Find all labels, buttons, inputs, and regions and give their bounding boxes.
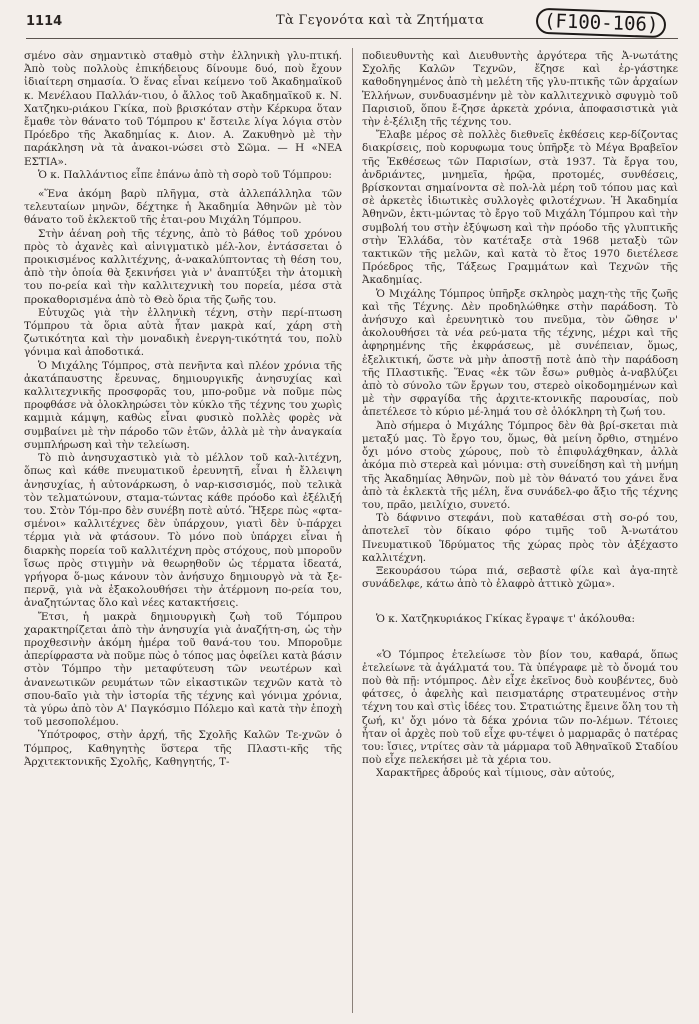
paragraph: Ὁ Μιχάλης Τόμπρος ὑπῆρξε σκληρὸς μαχη-τὴς τῆς ζωῆς καὶ τῆς Τέχνης. Δὲν προδηλώθηκε στὴν παράδοση. Τὸ ἀνήσυχο καὶ ἐρευνητικὸ του πνεῦμα, τὸν ὤθησε ν' ἀκολουθήσει τὰ νέα ρεύ-ματα τῆς τέχνης, μέχρι καὶ τῆς ἀφηρημένης τῆς ἐκφράσεως, μὲ συνέπειαν, ὅμως, ἐξελικτική, ὥστε νὰ μὴν ἀποστῇ ποτὲ ἀπὸ τὴν παράδοση τῆς Πλαστικῆς. Ἕνας «ἐκ τῶν ἔσω» ρυθμὸς ἀ-ναβλύζει ἀπὸ τὸ σύνολο τῶν ἔργων του, στερεὸ οἰκοδομημένων καὶ μὲ τὴν σφραγίδα τῆς ἀρχιτε-κτονικῆς παρουσίας, ποὺ ἀπετέλεσε τὸ κύριο μέ-λημά του σὲ ὁλόκληρη τὴ ζωή του.	[362, 287, 678, 419]
paragraph: Στὴν ἀέναη ροὴ τῆς τέχνης, ἀπὸ τὸ βάθος τοῦ χρόνου πρὸς τὸ ἀχανὲς καὶ αἰνιγματικὸ μέλ-λον, ἐντάσσεται ὁ προικισμένος καλλιτέχνης, ἀ-νακαλύπτοντας τὴ θέση του, ἀπὸ τὴν ὁποία θὰ ξεκινήσει γιὰ ν' ἀναπτύξει τὴν ἀτομικὴ του πο-ρεία καὶ τὴν καλλιτεχνικὴ του πορεία, μέσα στὰ προκαθορισμένα ἀπὸ τὸ Θεὸ ὅρια τῆς ζωῆς του.	[24, 227, 342, 306]
paragraph: Ὁ κ. Παλλάντιος εἶπε ἐπάνω ἀπὸ τὴ σορὸ τοῦ Τόμπρου:	[38, 168, 332, 181]
paragraph: Ὁ Μιχάλης Τόμπρος, στὰ πενῆντα καὶ πλέον χρόνια τῆς ἀκατάπαυστης ἔρευνας, δημιουργικῆς ἀνησυχίας καὶ καλλιτεχνικῆς προσφορᾶς του, μπο-ροῦμε νὰ ποῦμε πὼς προφθάσε νὰ ὁλοκληρώσει τὸν κύκλο τῆς τέχνης του χωρὶς καμμιὰ κάμψη, καθὼς εἶναι φυσικὸ πολλὲς φορὲς νὰ συμβαίνει μὲ τὴν πάροδο τῶν ἐτῶν, ἀλλὰ μὲ τὴν ἀναγκαία συμπλήρωση καὶ τὴν τελείωση.	[24, 359, 342, 451]
header-rule	[26, 38, 678, 39]
page-header	[26, 10, 676, 36]
archive-stamp: (F100-106)	[536, 8, 667, 39]
attribution-line: Ὁ κ. Χατζηκυριάκος Γκίκας ἔγραψε τ' ἀκόλουθα:	[376, 613, 635, 626]
column-divider	[352, 48, 353, 1013]
paragraph: σμένο σὰν σημαντικὸ σταθμὸ στὴν ἑλληνικὴ γλυ-πτική. Ἀπὸ τοὺς πολλοὺς ἐπικήδειους δίνουμε δυό, ποὺ ἔχουν ἰδιαίτερη σημασία. Ὁ ἕνας εἶναι κείμενο τοῦ Ἀκαδημαϊκοῦ κ. Μενέλαου Παλλάν-τιου, ὁ ἄλλος τοῦ Ἀκαδημαϊκοῦ κ. Ν. Χατζηκυ-ριάκου Γκίκα, ποὺ βρισκόταν στὴν Κέρκυρα ὅταν ἔμαθε τὸν θάνατο τοῦ Τόμπρου κ' ἔστειλε λίγα λόγια στὸν Πρόεδρο τῆς Ἀκαδημίας κ. Διον. Α. Ζακυθηνὸ μὲ τὴν παράκληση νὰ τὰ ἀνακοι-νώσει στὸ Σῶμα. — Η «ΝΕΑ ΕΣΤΙΑ».	[24, 50, 342, 168]
running-title: Τὰ Γεγονότα καὶ τὰ Ζητήματα	[276, 13, 485, 28]
paragraph: Ἔτσι, ἡ μακρὰ δημιουργικὴ ζωὴ τοῦ Τόμπρου χαρακτηρίζεται ἀπὸ τὴν ἀνησυχία γιὰ ἀναζήτη-ση, ὡς τὴν προχθεσινὴν ἀκόμη ἡμέρα τοῦ θανά-του του. Μποροῦμε ἀπερίφραστα νὰ ποῦμε πὼς ὁ τόπος μας ὀφείλει κατὰ βάσιν στὸν Τόμπρο τὴν μεταφύτευση τῶν νεωτέρων καὶ ἀνανεωτικῶν ρευμάτων τῶν εἰκαστικῶν τεχνῶν κατὰ τὸ σπου-δαῖο γιὰ τὴν ἱστορία τῆς τέχνης καὶ γόνιμα χρόνια, τὰ γύρω ἀπὸ τὸν Α' Παγκόσμιο Πόλεμο καὶ κατὰ τὴν ἐποχὴ τοῦ μεσοπολέμου.	[24, 610, 342, 729]
right-column	[362, 50, 678, 781]
paragraph: ποδιευθυντὴς καὶ Διευθυντὴς ἀργότερα τῆς Ἀ-νωτάτης Σχολῆς Καλῶν Τεχνῶν, ἔζησε καὶ ἐρ-γάστηκε καθοδηγημένος ἀπὸ τὴ μελέτη τῆς γλυ-πτικῆς τῶν ἀρχαίων Ἑλλήνων, συνδυασμένην μὲ τὸν καλλιτεχνικὸ σφυγμὸ τοῦ Παρισιοῦ, ὅπου ἔ-ζησε ἀρκετὰ χρόνια, ἀποφασιστικὰ γιὰ τὴν ἐ-ξέλιξη τῆς τέχνης του.	[362, 50, 678, 129]
paragraph: Ἔλαβε μέρος σὲ πολλὲς διεθνεῖς ἐκθέσεις κερ-δίζοντας διακρίσεις, ποὺ κορυφωμα τους ὑπῆρξε τὸ Μέγα Βραβεῖον τῆς Ἐκθέσεως τῶν Παρισίων, στὰ 1937. Τὰ ἔργα του, ἀνδριάντες, μνημεῖα, ἡρῷα, προτομές, συνθέσεις, βρίσκονται σημαίνοντα σὲ πολ-λὰ μέρη τοῦ τόπου μας καὶ σὲ ἀρκετὲς ἰδιωτικὲς συλλογὲς φιλοτέχνων. Ἡ Ἀκαδημία Ἀθηνῶν, ἐκτι-μώντας τὸ ἔργο τοῦ Μιχάλη Τόμπρου καὶ τὴν συμβολή του στὴν ἐξύψωση καὶ τὴν πρόοδο τῆς γλυπτικῆς στὴν Ἑλλάδα, τὸν κατέταξε στὰ 1968 μεταξὺ τῶν τακτικῶν τῆς μελῶν, καὶ κατὰ τὸ ἔτος 1970 διετέλεσε Πρόεδρος τῆς, Τάξεως Γραμμάτων καὶ Τεχνῶν τῆς Ἀκαδημίας.	[362, 129, 678, 287]
paragraph: «Ὁ Τόμπρος ἐτελείωσε τὸν βίον του, καθαρά, ὅπως ἐτελείωνε τὰ ἀγάλματά του. Τὰ ὑπέγραφε μὲ τὸ ὄνομά του ποὺ θὰ πῇ: ντόμπρος. Δὲν εἶχε ἐκεῖνος δυὸ κουβέντες, δυὸ φάτσες, ὁ ἀφελὴς καὶ πεισματάρης στρατευμένος στὴν τέχνη του καὶ στὶς ἰδέες του. Στρατιώτης ἔμεινε ὅλη του τὴ ζωή, κι' ὄχι μόνο τὰ δέκα χρόνια τῶν πο-λέμων. Τέτοιες ἦταν οἱ ἀρχὲς ποὺ τοῦ εἶχε φυ-τέψει ὁ μαρμαρᾶς ὁ πατέρας του: ἴσιες, ντρίτες σὰν τὰ μάρμαρα τοῦ Ἀθηναϊκοῦ Σταδίου ποὺ εἶχε πελεκήσει μὲ τὰ χέρια του.	[362, 648, 678, 767]
paragraph: Χαρακτῆρες ἀδρούς καὶ τίμιους, σὰν αὐτούς,	[376, 767, 615, 780]
paragraph: Ὑπότροφος, στὴν ἀρχή, τῆς Σχολῆς Καλῶν Τε-χνῶν ὁ Τόμπρος, Καθηγητὴς ὕστερα τῆς Πλαστι-κῆς τῆς Ἀρχιτεκτονικῆς Σχολῆς, Καθηγητής, Τ-	[24, 729, 342, 768]
paragraph: Ἀπὸ σήμερα ὁ Μιχάλης Τόμπρος δὲν θὰ βρί-σκεται πιὰ μεταξύ μας. Τὸ ἔργο του, ὅμως, θὰ μείνη ὄρθιο, στημένο ὄχι μόνο στοὺς χώρους, ποὺ τὸ ἐπιφυλάχθηκαν, ἀλλὰ ἀκόμα πιὸ στερεὰ καὶ μόνιμα: στὴ συνείδηση καὶ τὴ μνήμη τῆς Ἀκαδημίας Ἀθηνῶν, ποὺ μὲ τὸν θάνατό του χάνει ἕνα ἀπὸ τὰ ἐκλεκτὰ τῆς μέλη, ἕνα συνάδελ-φο ἄξιο τῆς τέχνης του, πρᾶο, μειλίχιο, συνετό.	[362, 419, 678, 511]
paragraph: «Ἕνα ἀκόμη βαρὺ πλῆγμα, στὰ ἀλλεπάλληλα τῶν τελευταίων μηνῶν, δέχτηκε ἡ Ἀκαδημία Ἀθηνῶν μὲ τὸν θάνατο τοῦ ἐκλεκτοῦ τῆς ἑται-ρου Μιχάλη Τόμπρου.	[24, 188, 342, 227]
paragraph: Ξεκουράσου τώρα πιά, σεβαστὲ φίλε καὶ ἀγα-πητὲ συνάδελφε, κάτω ἀπὸ τὸ ἐλαφρὸ ἀττικὸ χῶμα».	[362, 564, 678, 591]
paragraph: Εὐτυχῶς γιὰ τὴν ἑλληνικὴ τέχνη, στὴν περί-πτωση Τόμπρου τὰ ὅρια αὐτὰ ἦταν μακρὰ καί, χάρη στὴ ζωτικότητα καὶ τὴν μοναδικὴ ἐνεργη-τικότητά του, πολὺ γόνιμα καὶ ἀποδοτικά.	[24, 306, 342, 359]
paragraph: Τὸ δάφνινο στεφάνι, ποὺ καταθέσαι στὴ σο-ρό του, ἀποτελεῖ τὸν δίκαιο φόρο τιμῆς τοῦ Ἀ-νωτάτου Πνευματικοῦ Ἱδρύματος τῆς χώρας πρὸς τὸν ἀξέχαστο καλλιτέχνη.	[362, 512, 678, 564]
page-number: 1114	[26, 14, 63, 29]
left-column	[24, 50, 342, 769]
paragraph: Τὸ πιὸ ἀνησυχαστικὸ γιὰ τὸ μέλλον τοῦ καλ-λιτέχνη, ὅπως καὶ κάθε πνευματικοῦ ἐρευνητῆ, εἶναι ἡ ἔλλειψη ἀνησυχίας, ἡ αὐτονάρκωση, ὁ ναρ-κισσισμός, ποὺ τελικὰ τὸν τελματώνουν, σταμα-τώντας κάθε πρόοδο καὶ ἐξέλιξή του. Στὸν Τόμ-προ δὲν συνέβη ποτὲ αὐτό. Ἤξερε πὼς «φτα-σμένοι» καλλιτέχνες δὲν ὑπάρχουν, γιατὶ δὲν ὑ-πάρχει τέρμα γιὰ νὰ φτάσουν. Τὸ μόνο ποὺ ὑπάρχει εἶναι ἡ διαρκὴς πορεία τοῦ καλλιτέχνη πρὸς στόχους, ποὺ μποροῦν ἴσως πρὸς στιγμὴν νὰ θεωρηθοῦν ὡς τέρματα ἰδεατά, γρήγορα ὅ-μως κάνουν τὸν ἀνήσυχο δημιουργὸ νὰ τὰ ξε-περνᾷ, γιὰ νὰ ἐξακολουθήσει τὴν ἀτέρμονη πο-ρεία του, ἀναζητώντας ὅλο καὶ νέες κατακτήσεις.	[24, 452, 342, 610]
